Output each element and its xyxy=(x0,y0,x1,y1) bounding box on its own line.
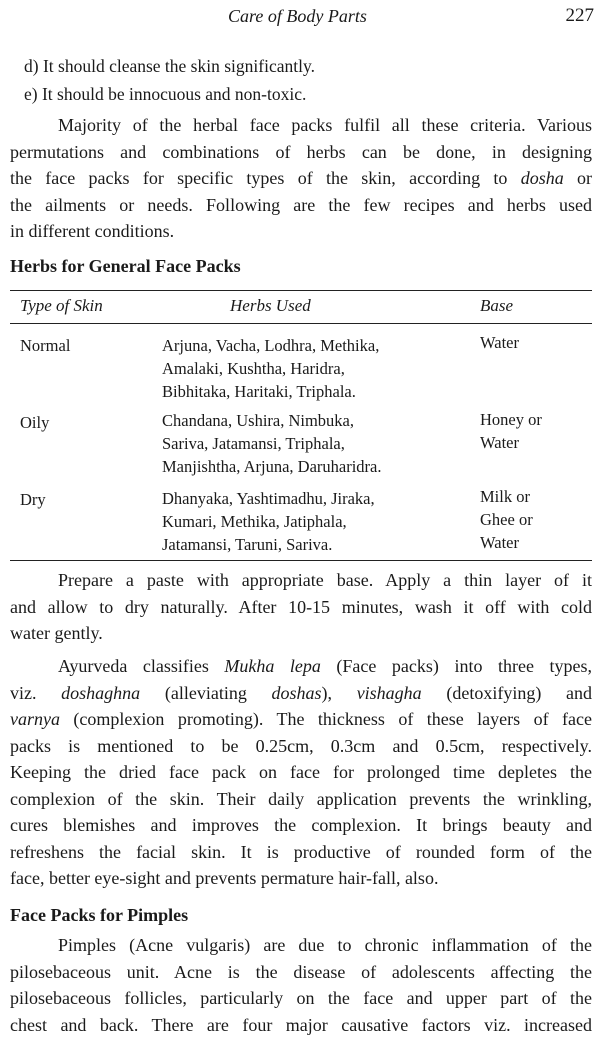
section-heading: Face Packs for Pimples xyxy=(10,905,189,925)
paragraph-line: permutations and combinations of herbs can be done, in designing xyxy=(10,141,592,162)
running-head: Care of Body Parts xyxy=(228,6,367,26)
paragraph-line: face, better eye-sight and prevents permature hair-fall, also. xyxy=(10,868,439,888)
list-item: e) It should be innocuous and non-toxic. xyxy=(24,84,307,104)
paragraph-line: Prepare a paste with appropriate base. Apply a thin layer of it xyxy=(58,570,592,590)
paragraph-line: Ayurveda classifies Mukha lepa (Face packs) into three types, xyxy=(58,656,592,676)
herbs-cell: Chandana, Ushira, Nimbuka, Sariva, Jatamansi, Triphala, Manjishtha, Arjuna, Daruharidra. xyxy=(162,411,382,476)
table-header-rule xyxy=(10,323,592,324)
base-cell: Honey or Water xyxy=(480,410,542,452)
paragraph-line: complexion of the skin. Their daily application prevents the wrinkling, xyxy=(10,788,592,809)
skin-type-cell: Dry xyxy=(20,490,46,509)
paragraph-line: refreshens the facial skin. It is productive of rounded form of the xyxy=(10,841,592,862)
table-header-type: Type of Skin xyxy=(20,296,103,315)
base-cell: Water xyxy=(480,333,519,352)
herbs-cell: Arjuna, Vacha, Lodhra, Methika, Amalaki, Kushtha, Haridra, Bibhitaka, Haritaki, Triphala. xyxy=(162,336,380,401)
paragraph-line: Majority of the herbal face packs fulfil all these criteria. Various xyxy=(58,115,592,135)
pimples-paragraph xyxy=(10,932,592,1038)
paragraph-line: the face packs for specific types of the skin, according to dosha or xyxy=(10,168,593,188)
section-heading: Herbs for General Face Packs xyxy=(10,256,241,276)
paragraph-line: Pimples (Acne vulgaris) are due to chronic inflammation of the xyxy=(58,935,592,955)
intro-paragraph xyxy=(10,112,592,245)
table-bottom-rule xyxy=(10,560,592,561)
paragraph-line: chest and back. There are four major causative factors viz. increased xyxy=(10,1014,592,1035)
skin-type-cell: Oily xyxy=(20,413,50,432)
italic-term: dosha xyxy=(520,168,564,188)
paragraph-line: varnya (complexion promoting). The thickness of these layers of face xyxy=(10,709,592,729)
paragraph-line: pilosebaceous unit. Acne is the disease of adolescents affecting the xyxy=(10,961,592,982)
page-header xyxy=(0,6,600,32)
paragraph-line: and allow to dry naturally. After 10-15 minutes, wash it off with cold xyxy=(10,596,592,617)
paragraph-line: water gently. xyxy=(10,623,103,643)
paragraph-line: the ailments or needs. Following are the few recipes and herbs used xyxy=(10,194,592,215)
page-number: 227 xyxy=(565,5,594,26)
list-item: d) It should cleanse the skin significantly. xyxy=(24,56,315,76)
table-header-base: Base xyxy=(480,296,514,315)
ayurveda-paragraph xyxy=(10,653,592,892)
criteria-list xyxy=(24,52,594,108)
table-header-herbs: Herbs Used xyxy=(230,296,311,315)
herbs-cell: Dhanyaka, Yashtimadhu, Jiraka, Kumari, Methika, Jatiphala, Jatamansi, Taruni, Sariva. xyxy=(162,489,375,554)
skin-type-cell: Normal xyxy=(20,336,71,355)
paragraph-line: packs is mentioned to be 0.25cm, 0.3cm and 0.5cm, respectively. xyxy=(10,735,592,756)
base-cell: Milk or Ghee or Water xyxy=(480,487,533,552)
paragraph-line: pilosebaceous follicles, particularly on the face and upper part of the xyxy=(10,988,592,1008)
instructions-paragraph xyxy=(10,567,592,647)
paragraph-line: in different conditions. xyxy=(10,221,175,241)
table-top-rule xyxy=(10,290,592,291)
paragraph-line: viz. doshaghna (alleviating doshas), vishagha (detoxifying) and xyxy=(10,682,592,703)
paragraph-line: Keeping the dried face pack on face for prolonged time depletes the xyxy=(10,762,592,782)
paragraph-line: cures blemishes and improves the complexion. It brings beauty and xyxy=(10,815,592,835)
